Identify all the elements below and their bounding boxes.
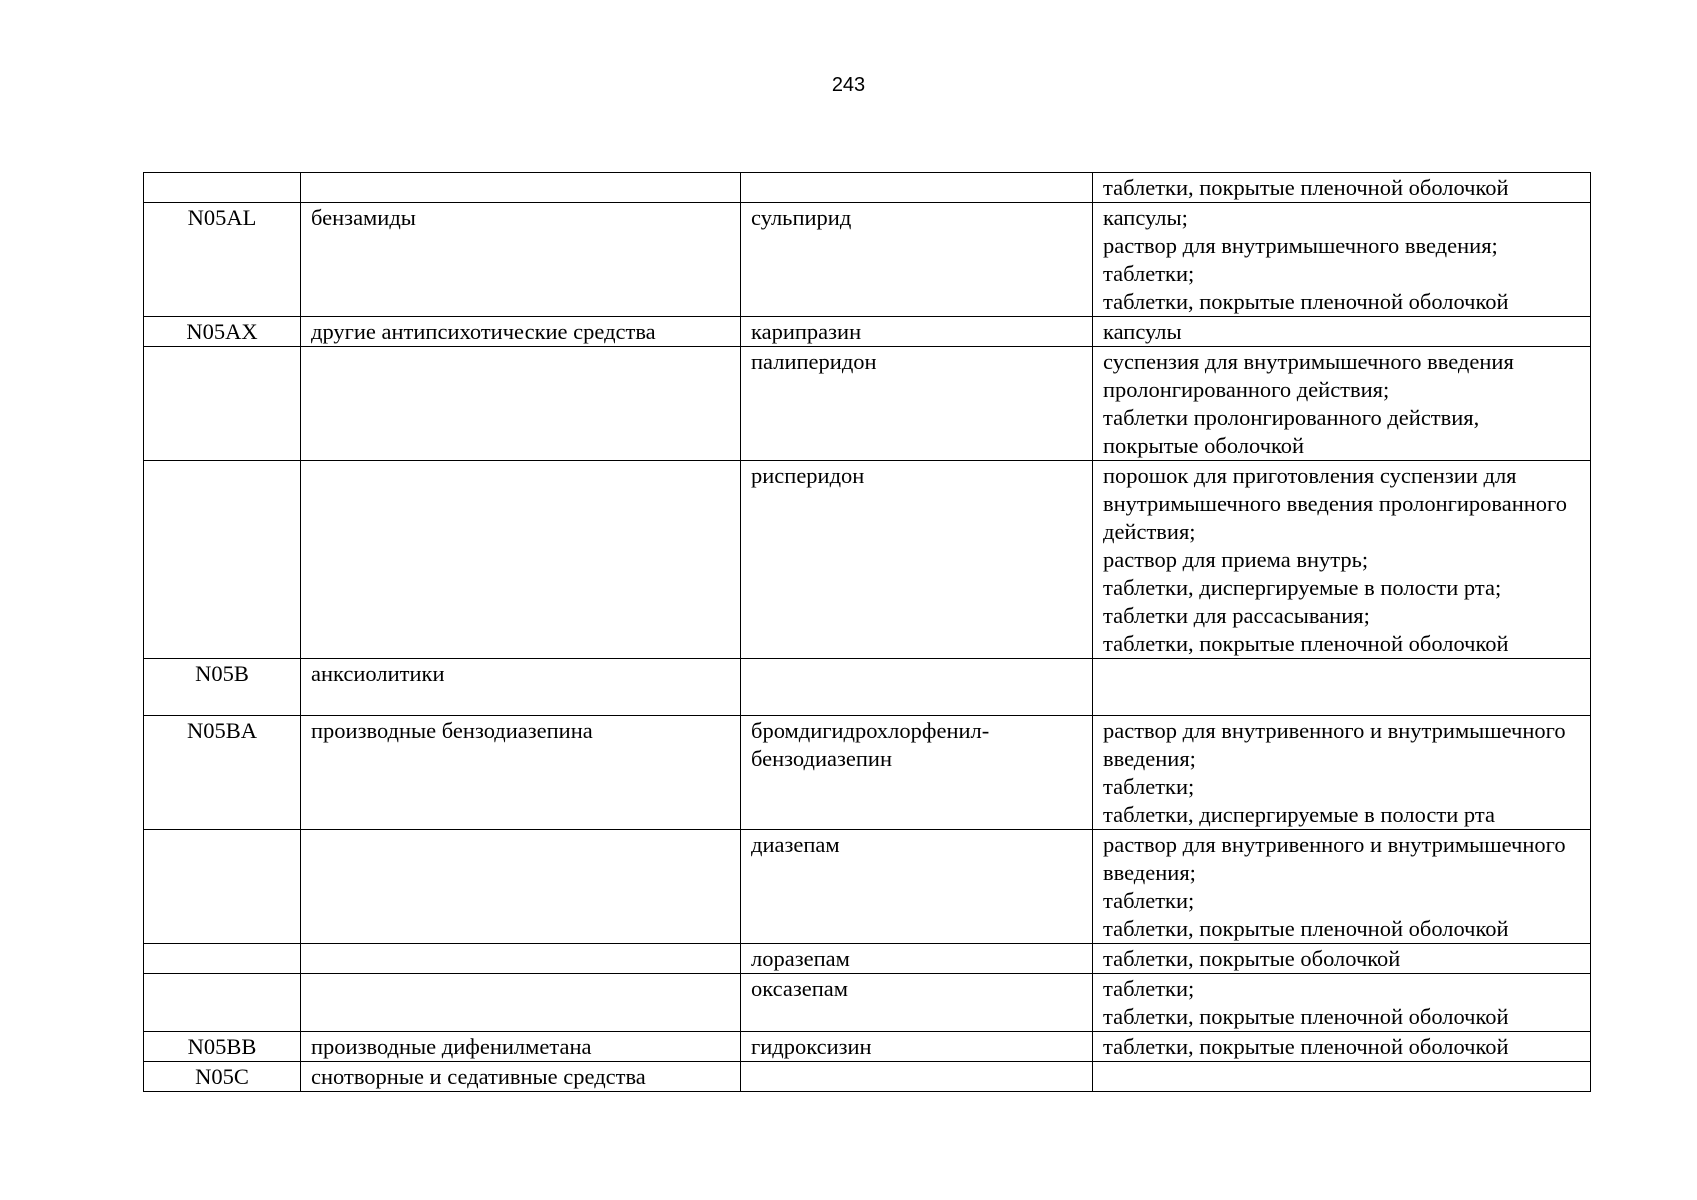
group-cell [301, 347, 741, 461]
atc-code-cell: N05B [144, 659, 301, 716]
dosage-forms-cell: таблетки, покрытые пленочной оболочкой [1093, 173, 1591, 203]
atc-code-cell [144, 347, 301, 461]
dosage-forms-cell: суспензия для внутримышечного введения пролонгированного действия; таблетки пролонгированного действия, покрытые оболочкой [1093, 347, 1591, 461]
dosage-forms-cell: капсулы; раствор для внутримышечного введения; таблетки; таблетки, покрытые пленочной оболочкой [1093, 203, 1591, 317]
group-cell: снотворные и седативные средства [301, 1062, 741, 1092]
drug-cell [741, 1062, 1093, 1092]
table-row [144, 1032, 1591, 1062]
atc-code-cell [144, 944, 301, 974]
table-row [144, 1062, 1591, 1092]
atc-code-cell: N05AL [144, 203, 301, 317]
drug-cell: рисперидон [741, 461, 1093, 659]
group-cell: анксиолитики [301, 659, 741, 716]
atc-code-cell: N05BA [144, 716, 301, 830]
dosage-forms-cell: раствор для внутривенного и внутримышечного введения; таблетки; таблетки, диспергируемые в полости рта [1093, 716, 1591, 830]
drug-cell: лоразепам [741, 944, 1093, 974]
dosage-forms-cell [1093, 1062, 1591, 1092]
drug-cell: палиперидон [741, 347, 1093, 461]
group-cell: производные дифенилметана [301, 1032, 741, 1062]
drug-cell: сульпирид [741, 203, 1093, 317]
page-number: 243 [831, 74, 866, 96]
table-row [144, 317, 1591, 347]
dosage-forms-cell: порошок для приготовления суспензии для внутримышечного введения пролонгированного действия; раствор для приема внутрь; таблетки, диспергируемые в полости рта; таблетки для рассасывания; таблетки, покрытые пленочной оболочкой [1093, 461, 1591, 659]
drug-cell [741, 173, 1093, 203]
group-cell [301, 944, 741, 974]
table-row [144, 203, 1591, 317]
drug-cell: карипразин [741, 317, 1093, 347]
group-cell [301, 974, 741, 1032]
table-row [144, 974, 1591, 1032]
dosage-forms-cell: таблетки; таблетки, покрытые пленочной оболочкой [1093, 974, 1591, 1032]
table-row [144, 173, 1591, 203]
dosage-forms-cell: капсулы [1093, 317, 1591, 347]
group-cell [301, 830, 741, 944]
table-row [144, 659, 1591, 716]
atc-code-cell [144, 830, 301, 944]
table-row [144, 944, 1591, 974]
dosage-forms-cell [1093, 659, 1591, 716]
drug-table [143, 172, 1591, 1092]
table-row [144, 461, 1591, 659]
drug-cell: оксазепам [741, 974, 1093, 1032]
atc-code-cell: N05BB [144, 1032, 301, 1062]
drug-cell: диазепам [741, 830, 1093, 944]
table-row [144, 716, 1591, 830]
drug-cell: гидроксизин [741, 1032, 1093, 1062]
group-cell: бензамиды [301, 203, 741, 317]
atc-code-cell: N05AX [144, 317, 301, 347]
drug-cell: бромдигидрохлорфенил- бензодиазепин [741, 716, 1093, 830]
dosage-forms-cell: раствор для внутривенного и внутримышечного введения; таблетки; таблетки, покрытые пленочной оболочкой [1093, 830, 1591, 944]
atc-code-cell [144, 461, 301, 659]
dosage-forms-cell: таблетки, покрытые пленочной оболочкой [1093, 1032, 1591, 1062]
drug-cell [741, 659, 1093, 716]
table-row [144, 830, 1591, 944]
group-cell: производные бензодиазепина [301, 716, 741, 830]
atc-code-cell [144, 173, 301, 203]
group-cell: другие антипсихотические средства [301, 317, 741, 347]
atc-code-cell [144, 974, 301, 1032]
group-cell [301, 173, 741, 203]
atc-code-cell: N05C [144, 1062, 301, 1092]
table-row [144, 347, 1591, 461]
group-cell [301, 461, 741, 659]
dosage-forms-cell: таблетки, покрытые оболочкой [1093, 944, 1591, 974]
